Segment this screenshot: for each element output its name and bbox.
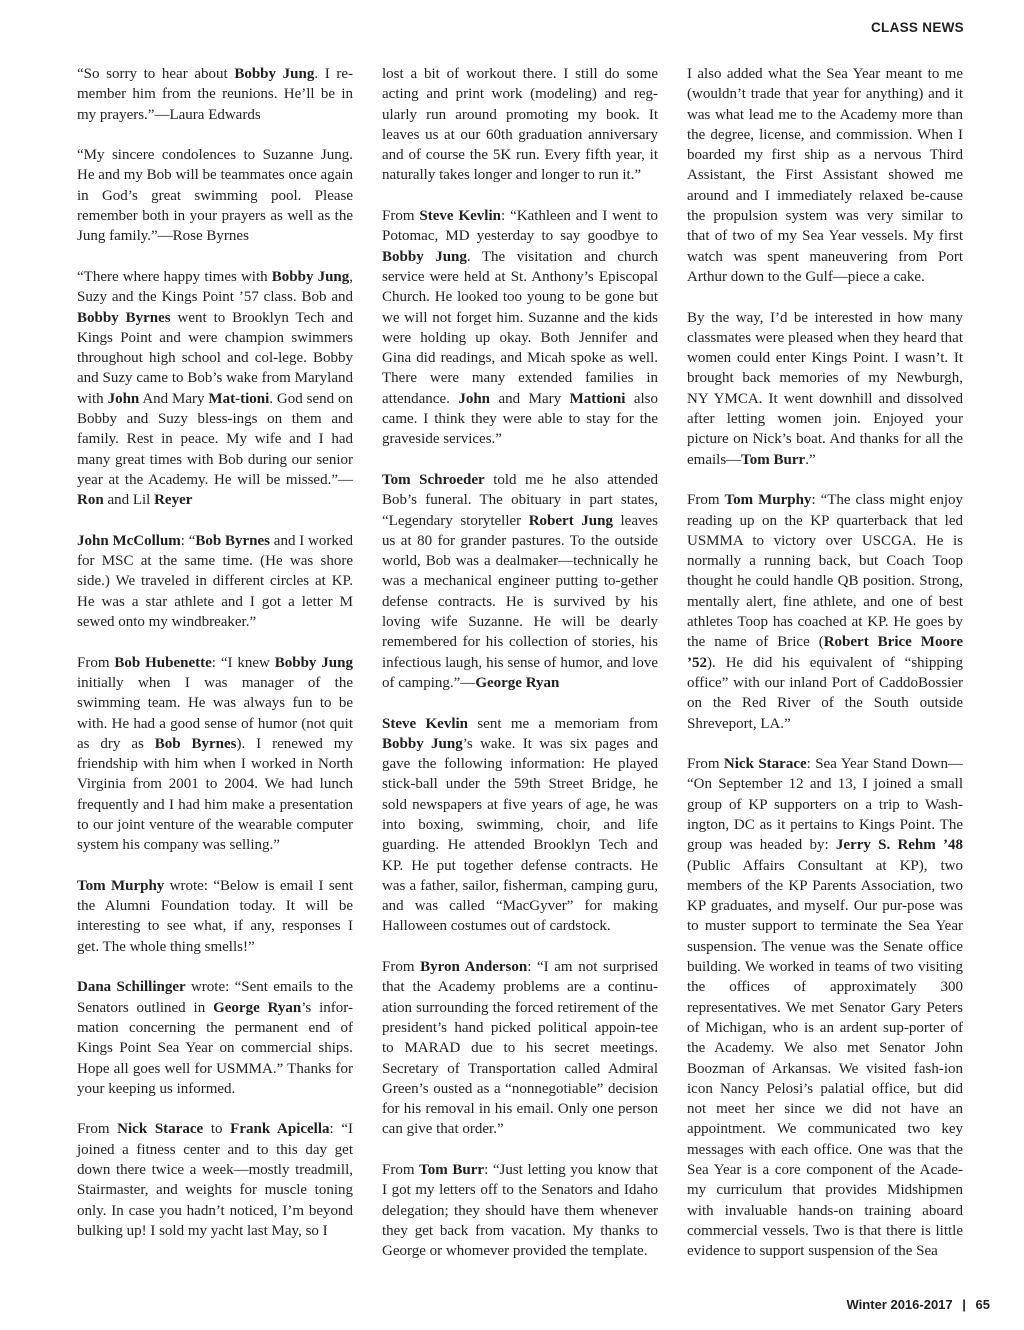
bold-name: Ron [77, 492, 104, 509]
text-run: “So sorry to hear about [77, 66, 235, 82]
article-paragraph [77, 653, 353, 856]
text-run: : “I joined a fitness center and to this day get down there twice a week—mostly treadmill, Stairmaster, and weights for muscle toning only. In case you hadn’t noticed, I’m beyond bulking up! I sold my yacht last May, so I [77, 1121, 354, 1239]
bold-name: John [107, 390, 140, 407]
text-run: wrote: “Sent emails to the Senators outlined in [77, 979, 353, 1016]
article-paragraph [382, 714, 658, 937]
article-paragraph [382, 470, 658, 693]
article-paragraph [77, 267, 353, 511]
bold-name: Byron Anderson [420, 959, 528, 976]
bold-name: Reyer [154, 492, 193, 509]
bold-name: Robert Jung [528, 512, 613, 529]
article-paragraph [382, 1160, 658, 1261]
bold-name: Steve Kevlin [419, 208, 501, 225]
text-run: And Mary [139, 390, 209, 407]
bold-name: Nick Starace [117, 1121, 204, 1138]
text-run: I also added what the Sea Year meant to me (wouldn’t trade that year for anything) and it was what lead me to the Academy more than the degree, license, and commission. When I boarded my first ship as a nervous Third Assistant, the First Assistant showed me around and I immediately relaxed be-cause the propulsion system was very similar to that of two of my Sea Year vessels. My first watch was spent maneuvering from Port Arthur down to the Gulf—piece a cake. [687, 66, 963, 285]
bold-name: Bobby Jung [382, 735, 463, 752]
text-run: told me he also attended Bob’s funeral. The obituary in part states, “Legendary storyteller [382, 471, 659, 529]
text-run: .” [805, 451, 816, 468]
text-run: From [382, 1162, 420, 1179]
bold-name: Bob Byrnes [195, 532, 271, 549]
column-3 [687, 64, 963, 1262]
text-run: From [77, 654, 115, 671]
bold-name: Bobby Jung [382, 248, 467, 265]
text-run: wrote: “Below is email I sent the Alumni Foundation today. It will be interesting to see what, if any, responses I get. The whole thing smells!” [77, 877, 353, 955]
article-paragraph [382, 64, 658, 186]
article-paragraph [687, 64, 963, 287]
article-paragraph [77, 977, 353, 1099]
text-run: : “The class might enjoy reading up on the KP quarterback that led USMMA to victory over USCGA. He is normally a running back, but Coach Toop thought he could handle QB position. Strong, mentally alert, fine athlete, and one of best athletes Toop has coached at KP. He goes by the name of Brice ( [687, 492, 963, 651]
article-paragraph [77, 64, 353, 125]
article-paragraph [382, 957, 658, 1140]
bold-name: Bob Hubenette [114, 654, 212, 671]
text-run: : Sea Year Stand Down— “On September 12 and 13, I joined a small group of KP supporters on a trip to Wash-ington, DC as it pertains to Kings Point. The group was headed by: [687, 756, 963, 854]
bold-name: George Ryan [213, 999, 302, 1016]
text-run: . I re-member him from the reunions. He’ll be in my prayers.”—Laura Edwards [77, 66, 353, 123]
text-run: : “ [180, 532, 196, 549]
section-label: CLASS NEWS [870, 20, 964, 35]
article-paragraph [687, 754, 963, 1261]
bold-name: Steve Kevlin [382, 715, 468, 732]
page-footer [847, 1297, 990, 1312]
text-run: “My sincere condolences to Suzanne Jung. He and my Bob will be teammates once again in God’s great swimming pool. Please remember both in your prayers as well as the Jung family.”—Rose Byrnes [77, 147, 353, 245]
article-paragraph [687, 308, 963, 470]
text-run: : “Kathleen and I went to Potomac, MD yesterday to say goodbye to [382, 208, 658, 245]
bold-name: Bobby Jung [234, 66, 315, 82]
text-run: ). He did his equivalent of “shipping office” with our inland Port of CaddoBossier on the Red River of the South outside Shreveport, LA.” [687, 654, 963, 732]
bold-name: John [458, 390, 491, 407]
article-paragraph [77, 145, 353, 246]
text-run: also came. I think they were able to stay for the graveside services.” [382, 390, 659, 448]
footer-separator: | [962, 1297, 966, 1312]
bold-name: Dana Schillinger [77, 979, 186, 996]
bold-name: Mattioni [569, 390, 626, 407]
text-run: and Mary [490, 390, 570, 407]
article-paragraph [77, 531, 353, 632]
bold-name: Frank Apicella [230, 1121, 330, 1138]
bold-name: Jerry S. Rehm ’48 [835, 837, 963, 854]
bold-name: Nick Starace [723, 756, 807, 773]
text-run: (Public Affairs Consultant at KP), two members of the KP Parents Association, two KP graduates, and myself. Our pur-pose was to muster support to terminate the Sea Year suspension. The venue was the Senate office building. We worked in teams of two visiting the offices of approximately 300 representatives. We met Senator Gary Peters of Michigan, who is an ardent sup-porter of the Academy. We also met Senator John Boozman of Arkansas. We visited fash-ion icon Nancy Pelosi’s palatial office, but did not meet her since we did not have an appointment. We communicated two key messages with each office. One was that the Sea Year is a core component of the Acade-my curriculum that provides Midshipmen with invaluable hands-on training aboard commercial vessels. Two is that there is little evidence to support suspension of the Sea [687, 857, 963, 1260]
text-run: From [382, 959, 421, 976]
text-run: : “I knew [211, 654, 275, 671]
bold-name: Bobby Jung [274, 654, 353, 671]
text-run: . God send on Bobby and Suzy bless-ings on them and family. Rest in peace. My wife and I had many great times with Bob during our senior year at the Academy. He will be missed.”— [77, 390, 353, 488]
text-run: sent me a memoriam from [468, 715, 658, 732]
text-run: and Lil [103, 492, 155, 509]
article-paragraph [77, 876, 353, 957]
article-paragraph [77, 1119, 353, 1241]
bold-name: Tom Burr [741, 451, 806, 468]
text-run: : “I am not surprised that the Academy problems are a continu-ation surrounding the forced retirement of the president’s hand picked political appoin-tee to MARAD due to his secret meetings. Secretary of Transportation called Admiral Green’s ousted as a “nonnegotiable” decision for his removal in his email. Only one person can give that order.” [382, 959, 658, 1138]
text-run: From [77, 1121, 118, 1138]
article-paragraph [382, 206, 658, 450]
text-run: , Suzy and the Kings Point ’57 class. Bob and [77, 268, 354, 306]
text-run: ). I renewed my friendship with him when I worked in North Virginia from 2001 to 2004. We had lunch frequently and I had him make a presentation to our joint venture of the wearable computer system his company was selling.” [77, 735, 353, 854]
bold-name: Tom Murphy [77, 877, 165, 894]
bold-name: Tom Schroeder [382, 471, 485, 488]
text-run: leaves us at 80 for grander pastures. To the outside world, Bob was a dealmaker—technically he was a mechanical engineer putting to-gether defense contracts. He is survived by his loving wife Suzanne. He will be dearly remembered for his collection of stories, his infectious laugh, his sense of humor, and love of camping.”— [382, 512, 658, 691]
text-run: lost a bit of workout there. I still do some acting and print work (modeling) and reg-ularly run around promoting my book. It leaves us at our 60th graduation anniversary and of course the 5K run. Every fifth year, it naturally takes longer and longer to run it.” [382, 66, 658, 184]
bold-name: Mat-tioni [208, 390, 270, 407]
page-number: 65 [975, 1297, 990, 1312]
text-run: to [203, 1121, 231, 1138]
bold-name: Bobby Jung [271, 268, 350, 285]
text-run: and I worked for MSC at the same time. (He was shore side.) We traveled in different circles at KP. He was a star athlete and I got a letter M sewed onto my windbreaker.” [77, 532, 353, 631]
text-run: From [382, 208, 420, 225]
text-run: ’s infor-mation concerning the permanent end of Kings Point Sea Year on commercial ships. Hope all goes well for USMMA.” Thanks for your keeping us informed. [77, 999, 353, 1097]
bold-name: Bobby Byrnes [77, 309, 171, 326]
text-run: . The visitation and church service were held at St. Anthony’s Episcopal Church. He looked too young to be gone but we will not forget him. Suzanne and the kids were holding up okay. Both Jennifer and Gina did readings, and Micah spoke as well. There were many extended families in attendance. [382, 248, 659, 407]
issue-label: Winter 2016-2017 [846, 1297, 953, 1312]
bold-name: George Ryan [475, 674, 560, 691]
text-run: : “Just letting you know that I got my letters off to the Senators and Idaho delegation; they should have them whenever they get back from vacation. My thanks to George or whomever provided the template. [382, 1162, 658, 1260]
bold-name: John McCollum [77, 532, 181, 549]
column-1 [77, 64, 353, 1241]
text-run: ’s wake. It was six pages and gave the following information: He played stick-ball under the 59th Street Bridge, he sold newspapers at five years of age, he was into boxing, swimming, choir, and life guarding. He attended Brooklyn Tech and KP. He put together defense contracts. He was a father, sailor, fisherman, camping guru, and was called “MacGyver” for making Halloween costumes out of cardstock. [382, 735, 658, 935]
text-run: went to Brooklyn Tech and Kings Point and were champion swimmers throughout high school and col-lege. Bobby and Suzy came to Bob’s wake from Maryland with [77, 309, 353, 407]
bold-name: Tom Burr [419, 1162, 485, 1179]
text-run: From [687, 492, 725, 509]
column-2 [382, 64, 658, 1262]
article-paragraph [687, 490, 963, 734]
bold-name: Tom Murphy [724, 492, 812, 509]
text-run: “There where happy times with [77, 268, 272, 285]
bold-name: Bob Byrnes [154, 735, 237, 752]
text-run: From [687, 756, 724, 773]
text-run: initially when I was manager of the swimming team. He was always fun to be with. He had a good sense of humor (not quit as dry as [77, 674, 353, 752]
bold-name: Robert Brice Moore ’52 [687, 634, 963, 671]
text-run: By the way, I’d be interested in how many classmates were pleased when they heard that women could enter Kings Point. I wasn’t. It brought back memories of my Newburgh, NY YMCA. It went downhill and dissolved after letting women join. Enjoyed your picture on Nick’s boat. And thanks for all the emails— [687, 309, 963, 468]
